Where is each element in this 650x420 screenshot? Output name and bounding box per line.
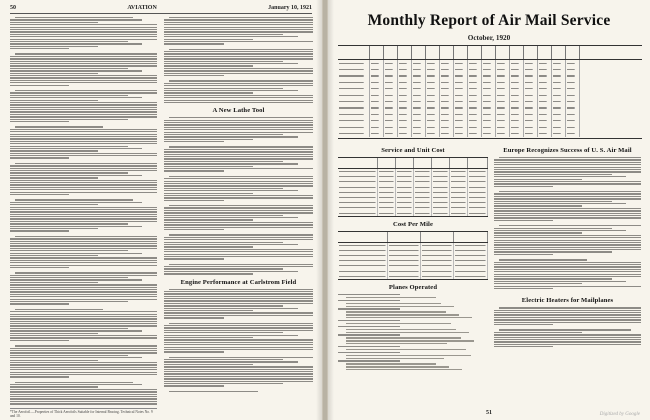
section-heading-service-unit-cost: Service and Unit Cost — [381, 147, 445, 154]
list-item — [338, 352, 488, 353]
right-page — [327, 0, 650, 420]
report-date: October, 1920 — [467, 34, 511, 42]
table-row — [338, 274, 488, 279]
left-page — [0, 0, 323, 420]
section-heading-europe-recognizes: Europe Recognizes Success of U. S. Air Mail — [503, 147, 632, 154]
left-page-column-1 — [10, 17, 157, 418]
list-item — [338, 334, 488, 335]
list-item — [338, 360, 488, 361]
table-row — [338, 130, 642, 136]
right-folio: 51 — [486, 410, 492, 416]
left-running-date: January 10, 1921 — [268, 5, 312, 11]
list-item — [338, 300, 488, 301]
list-item — [338, 308, 488, 309]
right-page-column-2 — [494, 143, 641, 413]
list-item — [338, 346, 488, 347]
left-folio-top: 50 — [10, 5, 16, 11]
section-heading-planes-operated: Planes Operated — [388, 284, 438, 291]
footnote: *The Aerofoil.—Properties of Thick Aerofoils Suitable for Internal Bracing. Technical Notes No. 9 and 10. — [10, 408, 157, 418]
section-heading-electric-heaters: Electric Heaters for Mailplanes — [521, 297, 614, 305]
route-statistics-table — [338, 45, 642, 139]
left-page-column-2 — [164, 17, 313, 415]
section-heading-cost-per-mile: Cost Per Mile — [393, 220, 433, 228]
left-running-title: AVIATION — [127, 5, 157, 11]
cost-per-mile-table — [338, 231, 488, 280]
page-title: Monthly Report of Air Mail Service — [367, 12, 611, 29]
service-unit-cost-table — [338, 157, 488, 217]
digitized-watermark: Digitized by Google — [599, 412, 640, 417]
planes-operated-list — [338, 294, 488, 370]
section-heading-engine-performance: Engine Performance at Carlstrom Field — [180, 278, 297, 286]
list-item — [338, 320, 488, 321]
table-row — [338, 211, 488, 216]
left-running-head — [10, 5, 312, 14]
article-body-text — [10, 17, 157, 405]
list-item — [338, 294, 488, 295]
section-heading-lathe-tool: A New Lathe Tool — [212, 107, 265, 115]
right-page-column-1 — [338, 143, 488, 413]
list-item — [338, 326, 488, 327]
